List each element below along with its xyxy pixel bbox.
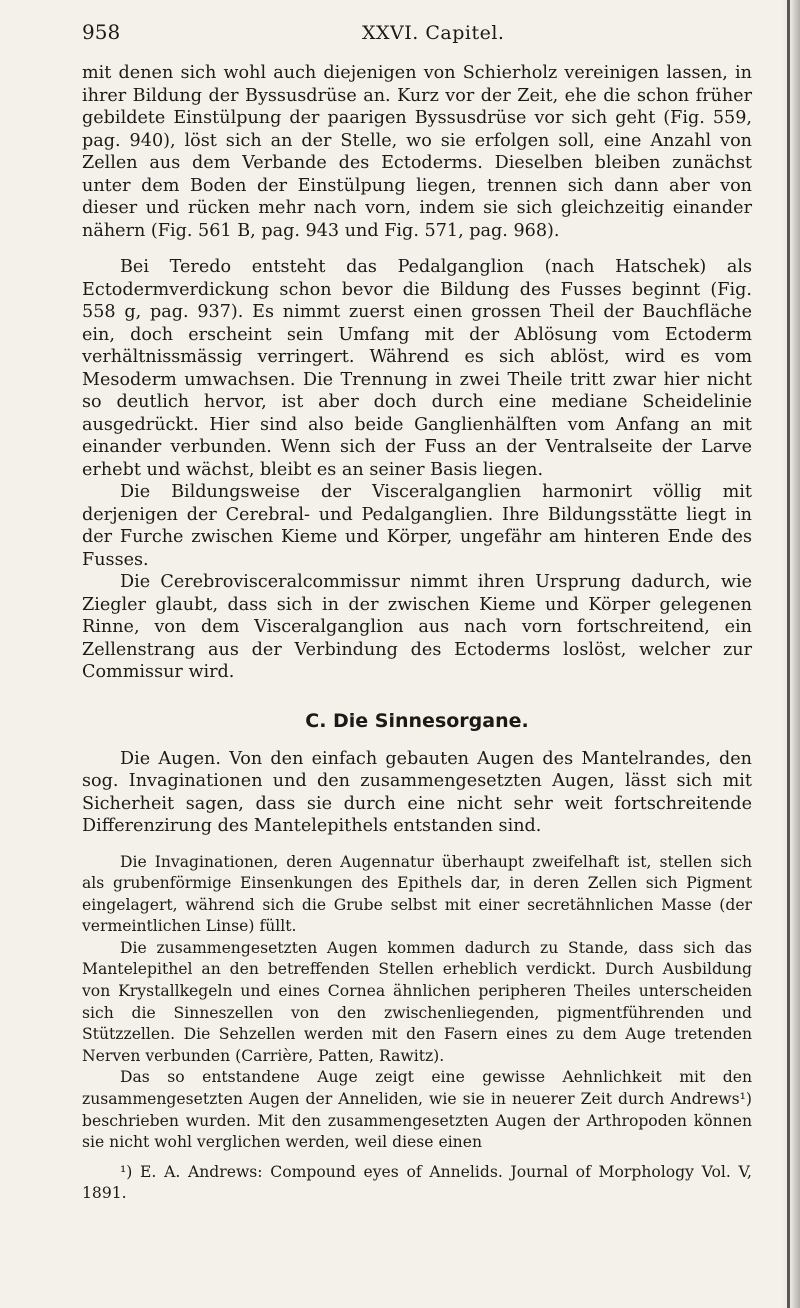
paragraph-anneliden: Das so entstandene Auge zeigt eine gewisse Aehnlichkeit mit den zusammengesetzten Augen der Anneliden, wie sie in neuerer Zeit durch Andrews¹) beschrieben wurden. Mit den zusammengesetzten Augen der Arthropoden können sie nicht wohl verglichen werden, weil diese einen <box>82 1068 752 1152</box>
running-head: XXVI. Capitel. <box>362 22 505 44</box>
binding-edge <box>787 0 790 1308</box>
paragraph-visceralganglien: Die Bildungsweise der Visceralganglien harmonirt völlig mit derjenigen der Cerebral- und Pedalganglien. Ihre Bildungsstätte liegt in der Furche zwischen Kieme und Körper, ungefähr am hinteren Ende des Fusses. <box>82 482 752 570</box>
page-number: 958 <box>82 20 121 44</box>
small-print-section <box>82 852 752 1206</box>
paragraph-invaginationen: Die Invaginationen, deren Augennatur überhaupt zweifelhaft ist, stellen sich als grubenförmige Einsenkungen des Epithels dar, in deren Zellen sich Pigment eingelagert, während sich die Grube selbst mit einer secretähnlichen Masse (der vermeintlichen Linse) füllt. <box>82 852 752 936</box>
page-edge-shadow <box>782 0 800 1308</box>
paragraph-augen: Die Augen. Von den einfach gebauten Augen des Mantelrandes, den sog. Invaginationen und den zusammengesetzten Augen, lässt sich mit Sicherheit sagen, dass sie durch eine nicht sehr weit fortschreitende Differenzirung des Mantelepithels entstanden sind. <box>82 748 752 836</box>
paragraph-gap <box>82 838 752 852</box>
paragraph-commissur: Die Cerebrovisceralcommissur nimmt ihren Ursprung dadurch, wie Ziegler glaubt, dass sich in der zwischen Kieme und Körper gelegenen Rinne, von dem Visceralganglion aus nach vorn fortschreitend, ein Zellenstrang aus der Verbindung des Ectoderms loslöst, welcher zur Commissur wird. <box>82 572 752 682</box>
paragraph-gap <box>82 242 752 256</box>
large-print-section <box>82 62 752 838</box>
page-text <box>82 62 752 1205</box>
section-heading: C. Die Sinnesorgane. <box>305 709 529 732</box>
footnote: ¹) E. A. Andrews: Compound eyes of Annelids. Journal of Morphology Vol. V, 1891. <box>82 1162 752 1203</box>
paragraph-teredo: Bei Teredo entsteht das Pedalganglion (nach Hatschek) als Ectodermverdickung schon bevor die Bildung des Fusses beginnt (Fig. 558 g, pag. 937). Es nimmt zuerst einen grossen Theil der Bauchfläche ein, doch erscheint sein Umfang mit der Ablösung vom Ectoderm verhältnissmässig verringert. Während es sich ablöst, wird es vom Mesoderm umwachsen. Die Trennung in zwei Theile tritt zwar hier nicht so deutlich hervor, ist aber doch durch eine mediane Scheidelinie ausgedrückt. Hier sind also beide Ganglienhälften vom Anfang an mit einander verbunden. Wenn sich der Fuss an der Ventralseite der Larve erhebt und wächst, bleibt es an seiner Basis liegen. <box>82 257 752 480</box>
paragraph-zusammengesetzte-augen: Die zusammengesetzten Augen kommen dadurch zu Stande, dass sich das Mantelepithel an den betreffenden Stellen erheblich verdickt. Durch Ausbildung von Krystallkegeln und eines Cornea ähnlichen peripheren Theiles unterscheiden sich die Sinneszellen von den zwischenliegenden, pigmentführenden und Stützzellen. Die Sehzellen werden mit den Fasern eines zu dem Auge tretenden Nerven verbunden (Carrière, Patten, Rawitz). <box>82 938 752 1065</box>
paragraph-byssus: mit denen sich wohl auch diejenigen von Schierholz vereinigen lassen, in ihrer Bildung der Byssusdrüse an. Kurz vor der Zeit, ehe die schon früher gebildete Einstülpung der paarigen Byssusdrüse vor sich geht (Fig. 559, pag. 940), löst sich an der Stelle, wo sie erfolgen soll, eine Anzahl von Zellen aus dem Verbande des Ectoderms. Dieselben bleiben zunächst unter dem Boden der Einstülpung liegen, trennen sich dann aber von dieser und rücken mehr nach vorn, indem sie sich gleichzeitig einander nähern (Fig. 561 B, pag. 943 und Fig. 571, pag. 968). <box>82 63 752 241</box>
page-header <box>82 20 740 48</box>
